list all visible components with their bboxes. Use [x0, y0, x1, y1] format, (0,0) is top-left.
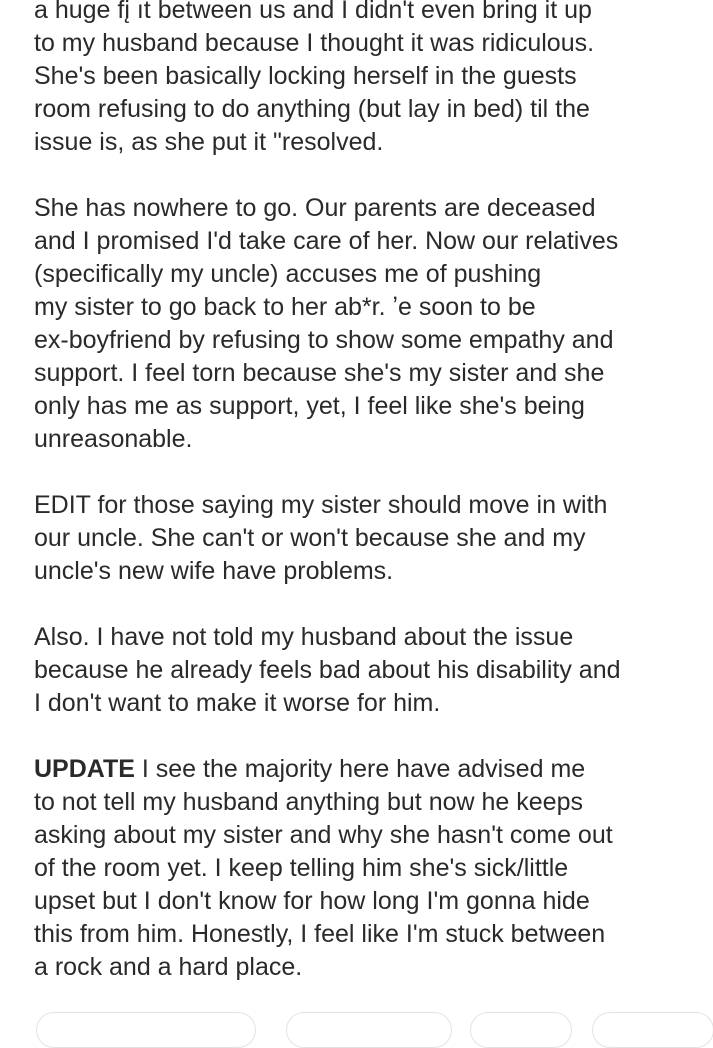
text-line: to not tell my husband anything but now he keeps — [34, 788, 583, 816]
paragraph-situation — [34, 192, 704, 456]
text-line: She's been basically locking herself in the guests — [34, 62, 577, 90]
text-line: of the room yet. I keep telling him she's sick/little — [34, 854, 569, 882]
award-button[interactable] — [470, 1012, 572, 1048]
share-button[interactable] — [592, 1012, 713, 1048]
text-line: ex-boyfriend by refusing to show some empathy and — [34, 326, 614, 354]
paragraph-spacer — [34, 720, 704, 753]
text-line: EDIT for those saying my sister should move in with — [34, 491, 608, 519]
paragraph-update — [34, 753, 704, 984]
text-line: upset but I don't know for how long I'm gonna hide — [34, 887, 590, 915]
text-line: room refusing to do anything (but lay in bed) til the — [34, 95, 590, 123]
text-line: to my huѕband because I thought it was ridiculous. — [34, 29, 595, 57]
vote-button[interactable] — [36, 1012, 256, 1048]
paragraph-spacer — [34, 456, 704, 489]
post-action-bar — [0, 1010, 713, 1030]
text-line: support. I feel torn because she's my sister and she — [34, 359, 605, 387]
comments-button[interactable] — [286, 1012, 452, 1048]
paragraph-spacer — [34, 159, 704, 192]
text-line: my sister to go back to her ab*r. ʼe soon to be — [34, 293, 536, 321]
text-line: unreasonable. — [34, 425, 193, 453]
text-line: only has me as support, yet, I feel like she's being — [34, 392, 585, 420]
text-line: She has nowhere to go. Our parents are deceased — [34, 194, 596, 222]
text-line — [34, 753, 704, 786]
text-line: our uncle. She can't or won't because she and my — [34, 524, 586, 552]
paragraph-also — [34, 621, 704, 720]
text-fragment: I see the majority here have advised me — [134, 755, 586, 783]
text-line: and I promised I'd take care of her. Now our relatives — [34, 227, 619, 255]
text-line: asking about my sister and why she hasn't come out — [34, 821, 613, 849]
paragraph-intro — [34, 0, 704, 159]
text-line: because he already feels bad about his disability and — [34, 656, 621, 684]
text-line: issue is, as she put it "resolved. — [34, 128, 384, 156]
post-body — [34, 0, 704, 984]
text-line: this from him. Honestly, I feel like I'm stuck between — [34, 920, 606, 948]
update-label: UPDATE — [34, 755, 135, 783]
text-line: a huge fį ıt between us and I didn't even bring it up — [34, 0, 592, 24]
paragraph-edit — [34, 489, 704, 588]
text-line: I don't want to make it worse for him. — [34, 689, 441, 717]
text-line: Also. I have not told my husband about the issue — [34, 623, 574, 651]
text-line: (specifically my uncle) accuses me of pushing — [34, 260, 542, 288]
paragraph-spacer — [34, 588, 704, 621]
text-line: uncle's new wife have problems. — [34, 557, 394, 585]
text-line: a rock and a hard place. — [34, 953, 303, 981]
